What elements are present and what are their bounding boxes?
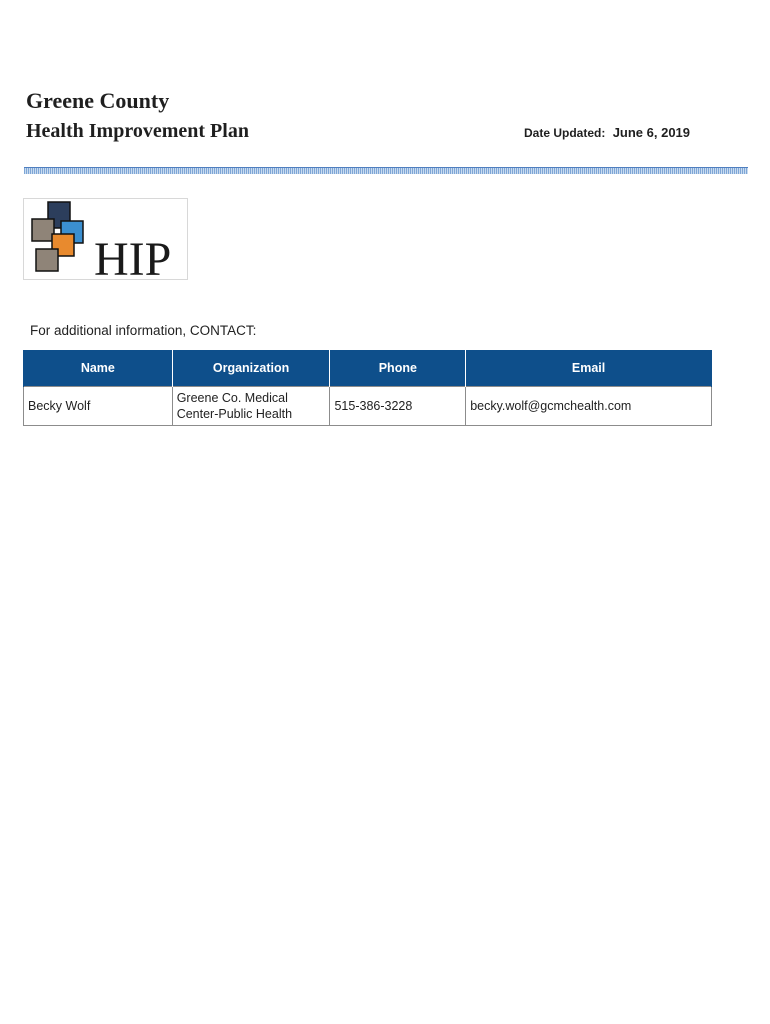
contact-name: Becky Wolf	[24, 387, 173, 426]
table-header-row	[24, 350, 712, 387]
column-header-name: Name	[24, 350, 173, 387]
logo-square-taupe	[32, 219, 54, 241]
column-header-organization: Organization	[172, 350, 330, 387]
logo-square-taupe-lower	[36, 249, 58, 271]
organization-line-1: Greene Co. Medical	[176, 391, 288, 405]
column-header-email: Email	[466, 350, 712, 387]
county-title: Greene County	[26, 88, 170, 113]
header-divider	[24, 167, 748, 174]
organization-line-2: Center-Public Health	[176, 407, 293, 421]
hip-logo-graphic	[24, 199, 187, 279]
contact-table	[23, 350, 712, 426]
table-row	[24, 387, 712, 426]
contact-label: For additional information, CONTACT:	[30, 323, 257, 338]
column-header-phone: Phone	[330, 350, 466, 387]
logo-text: HIP	[94, 233, 172, 279]
contact-email: becky.wolf@gcmchealth.com	[466, 387, 712, 426]
contact-organization	[172, 387, 330, 426]
date-label: Date Updated:	[524, 126, 606, 140]
plan-title: Health Improvement Plan	[26, 120, 249, 142]
date-updated	[524, 125, 690, 140]
hip-logo	[23, 198, 188, 280]
contact-phone: 515-386-3228	[330, 387, 466, 426]
date-value: June 6, 2019	[612, 125, 691, 140]
